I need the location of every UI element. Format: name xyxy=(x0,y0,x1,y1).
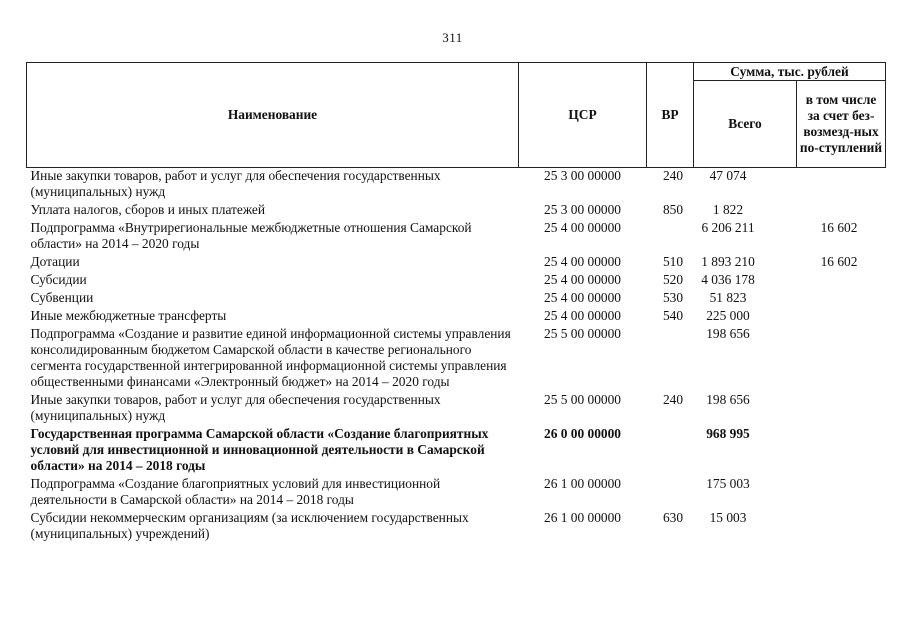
row-name: Подпрограмма «Внутрирегиональные межбюджетные отношения Самарской области» на 2014 – 2020 годы xyxy=(30,220,472,251)
row-total: 198 656 xyxy=(706,392,750,407)
row-name: Субсидии xyxy=(30,272,87,287)
row-gratuitous xyxy=(797,306,886,324)
row-csr: 26 1 00 00000 xyxy=(544,510,621,525)
row-name: Уплата налогов, сборов и иных платежей xyxy=(30,202,266,217)
header-vr: ВР xyxy=(647,63,694,168)
row-vr: 510 xyxy=(662,254,684,269)
row-csr: 25 3 00 00000 xyxy=(544,168,621,183)
row-vr: 530 xyxy=(662,290,684,305)
row-vr xyxy=(647,424,694,474)
row-vr xyxy=(647,218,694,252)
row-total: 15 003 xyxy=(709,510,747,525)
row-name: Дотации xyxy=(30,254,80,269)
row-vr: 630 xyxy=(662,510,684,525)
row-csr: 25 4 00 00000 xyxy=(544,308,621,323)
row-vr: 240 xyxy=(662,392,684,407)
table-row xyxy=(27,288,886,306)
row-csr: 25 5 00 00000 xyxy=(544,326,621,341)
table-row xyxy=(27,508,886,542)
row-csr: 25 4 00 00000 xyxy=(544,290,621,305)
row-csr: 25 5 00 00000 xyxy=(544,392,621,407)
row-total: 6 206 211 xyxy=(701,220,755,235)
row-name: Субвенции xyxy=(30,290,94,305)
header-csr: ЦСР xyxy=(519,63,647,168)
table-row xyxy=(27,324,886,390)
row-csr: 25 4 00 00000 xyxy=(544,254,621,269)
row-csr: 26 0 00 00000 xyxy=(544,426,621,441)
header-gratuitous: в том числе за счет без-возмезд-ных по-ступлений xyxy=(797,81,886,168)
row-gratuitous xyxy=(797,508,886,542)
row-vr: 850 xyxy=(662,202,684,217)
table-row xyxy=(27,200,886,218)
row-gratuitous xyxy=(797,474,886,508)
row-vr xyxy=(647,324,694,390)
row-name: Субсидии некоммерческим организациям (за исключением государственных (муниципальных) учреждений) xyxy=(30,510,469,541)
row-name: Государственная программа Самарской области «Создание благоприятных условий для инвестиционной и инновационной деятельности в Самарской области» на 2014 – 2018 годы xyxy=(30,426,489,473)
row-csr: 26 1 00 00000 xyxy=(544,476,621,491)
row-gratuitous xyxy=(797,168,886,201)
row-gratuitous xyxy=(797,324,886,390)
table-row xyxy=(27,218,886,252)
table-row xyxy=(27,306,886,324)
row-gratuitous xyxy=(797,200,886,218)
table-row xyxy=(27,390,886,424)
row-vr xyxy=(647,474,694,508)
row-csr: 25 4 00 00000 xyxy=(544,272,621,287)
row-gratuitous xyxy=(797,288,886,306)
row-name: Иные межбюджетные трансферты xyxy=(30,308,227,323)
row-total: 4 036 178 xyxy=(701,272,755,287)
row-vr: 520 xyxy=(662,272,684,287)
row-vr: 540 xyxy=(662,308,684,323)
row-name: Иные закупки товаров, работ и услуг для обеспечения государственных (муниципальных) нужд xyxy=(30,392,441,423)
row-name: Иные закупки товаров, работ и услуг для обеспечения государственных (муниципальных) нужд xyxy=(30,168,441,199)
header-sum: Сумма, тыс. рублей xyxy=(694,63,886,81)
row-total: 51 823 xyxy=(709,290,747,305)
row-gratuitous: 16 602 xyxy=(820,220,858,235)
row-csr: 25 4 00 00000 xyxy=(544,220,621,235)
header-name: Наименование xyxy=(27,63,519,168)
page-number: 311 xyxy=(442,30,463,45)
table-row xyxy=(27,424,886,474)
header-total: Всего xyxy=(694,81,797,168)
row-total: 198 656 xyxy=(706,326,750,341)
row-total: 47 074 xyxy=(709,168,747,183)
row-total: 1 822 xyxy=(712,202,744,217)
row-total: 968 995 xyxy=(706,426,750,441)
table-row xyxy=(27,270,886,288)
table-body xyxy=(27,168,886,543)
table-row xyxy=(27,168,886,201)
row-csr: 25 3 00 00000 xyxy=(544,202,621,217)
row-gratuitous xyxy=(797,424,886,474)
row-total: 1 893 210 xyxy=(701,254,755,269)
budget-table xyxy=(26,62,886,542)
table-row xyxy=(27,252,886,270)
row-vr: 240 xyxy=(662,168,684,183)
row-name: Подпрограмма «Создание и развитие единой информационной системы управления консолидированным бюджетом Самарской области в качестве регионального сегмента государственной интегрированной информационной системы управления общественными финансами «Электронный бюджет» на 2014 – 2020 годы xyxy=(30,326,511,389)
row-total: 175 003 xyxy=(706,476,750,491)
table-header xyxy=(27,63,886,168)
row-gratuitous xyxy=(797,270,886,288)
row-total: 225 000 xyxy=(706,308,750,323)
row-name: Подпрограмма «Создание благоприятных условий для инвестиционной деятельности в Самарской области» на 2014 – 2018 годы xyxy=(30,476,441,507)
row-gratuitous: 16 602 xyxy=(820,254,858,269)
table-row xyxy=(27,474,886,508)
row-gratuitous xyxy=(797,390,886,424)
